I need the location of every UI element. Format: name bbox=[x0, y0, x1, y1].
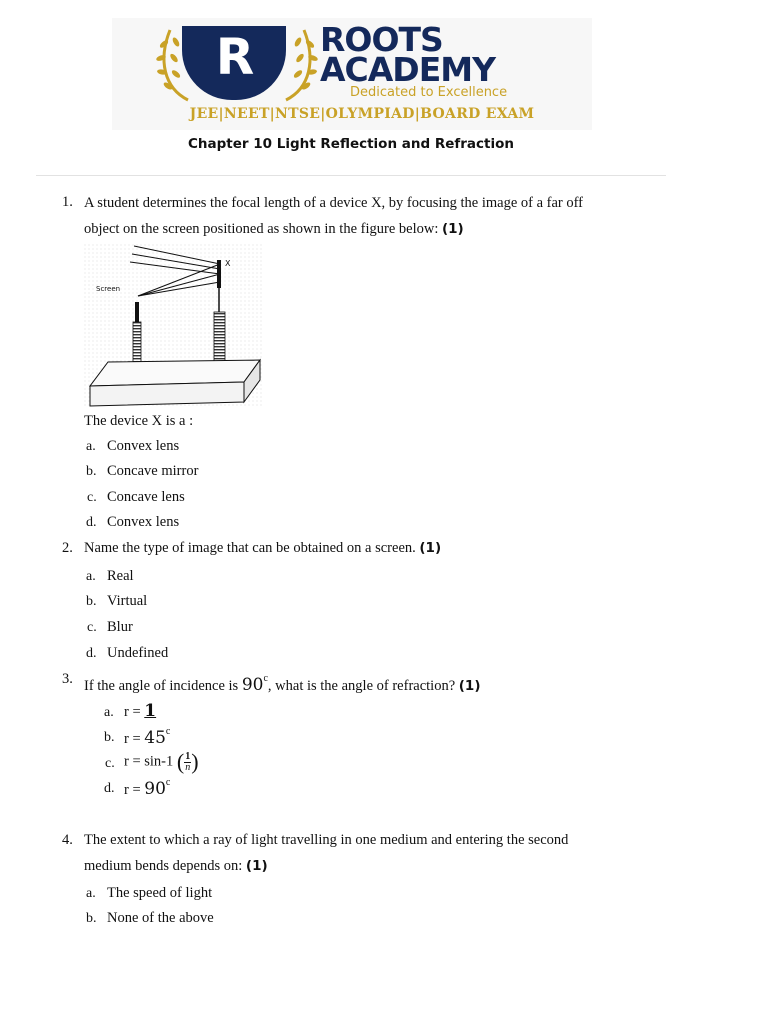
question-3-after: , what is the angle of refraction? bbox=[267, 678, 456, 694]
q2-option-d-text: Undefined bbox=[107, 645, 169, 661]
fraction-numerator: 1 bbox=[185, 750, 191, 762]
question-1-line1: A student determines the focal length of a device X, by focusing the image of a far off bbox=[84, 195, 584, 211]
fraction-denominator: n bbox=[185, 761, 191, 773]
q3-option-b-value: 45 bbox=[144, 728, 166, 748]
question-1-text bbox=[84, 190, 674, 242]
q1-option-c-letter: c. bbox=[87, 490, 97, 505]
q1-option-d-text: Convex lens bbox=[107, 514, 180, 530]
question-4-number: 4. bbox=[62, 832, 73, 848]
question-4-line1: The extent to which a ray of light travelling in one medium and entering the second bbox=[84, 832, 569, 848]
divider bbox=[36, 175, 666, 176]
q3-option-b-prefix: r = bbox=[124, 731, 141, 747]
q3-option-a-prefix: r = bbox=[124, 704, 141, 720]
question-4-marks: (1) bbox=[245, 858, 268, 874]
q3-option-d-prefix: r = bbox=[124, 782, 141, 798]
screen-label: Screen bbox=[96, 285, 121, 293]
q3-option-d-letter: d. bbox=[104, 781, 115, 796]
q2-option-b-letter: b. bbox=[86, 594, 97, 609]
q2-option-c-text: Blur bbox=[107, 619, 133, 635]
q2-option-d-letter: d. bbox=[86, 646, 97, 661]
brand-name-line2: ACADEMY bbox=[320, 50, 495, 89]
logo-letter: R bbox=[215, 28, 253, 86]
question-1-number: 1. bbox=[62, 194, 73, 210]
close-paren: ) bbox=[191, 749, 199, 774]
exam-list: JEE|NEET|NTSE|OLYMPIAD|BOARD EXAM bbox=[189, 106, 535, 122]
q2-option-a-text: Real bbox=[107, 568, 134, 584]
q4-option-b-letter: b. bbox=[86, 911, 97, 926]
question-2-number: 2. bbox=[62, 540, 73, 556]
question-4-line2: medium bends depends on: bbox=[84, 858, 243, 874]
q3-option-d-value: 90 bbox=[144, 779, 166, 799]
q2-option-b-text: Virtual bbox=[107, 593, 148, 609]
q3-option-c-prefix: r = sin-1 bbox=[124, 753, 174, 770]
q3-option-a-value: 1 bbox=[144, 701, 157, 721]
question-3-marks: (1) bbox=[458, 678, 481, 694]
laurel-right-icon bbox=[280, 24, 320, 104]
q3-option-b-text bbox=[124, 726, 170, 748]
question-3-number: 3. bbox=[62, 671, 73, 687]
q1-option-b-letter: b. bbox=[86, 464, 97, 479]
q4-option-a-letter: a. bbox=[86, 886, 96, 901]
q1-option-a-letter: a. bbox=[86, 439, 96, 454]
degree-symbol: c bbox=[165, 777, 171, 788]
question-2-body: Name the type of image that can be obtained on a screen. bbox=[84, 540, 416, 556]
q4-option-b-text: None of the above bbox=[107, 910, 214, 926]
question-2-marks: (1) bbox=[419, 540, 442, 556]
question-1-marks: (1) bbox=[441, 221, 464, 237]
open-paren: ( bbox=[176, 749, 185, 774]
q1-option-b-text: Concave mirror bbox=[107, 463, 199, 479]
q3-option-a-letter: a. bbox=[104, 705, 114, 720]
question-3-text bbox=[84, 666, 674, 699]
device-x-label: X bbox=[225, 259, 231, 268]
question-3-angle: 90 bbox=[241, 675, 264, 695]
focal-length-figure bbox=[84, 244, 262, 408]
q3-option-d-text bbox=[124, 777, 170, 799]
q3-option-b-letter: b. bbox=[104, 730, 115, 745]
question-3-before: If the angle of incidence is bbox=[84, 678, 239, 694]
degree-symbol: c bbox=[263, 673, 268, 684]
q2-option-a-letter: a. bbox=[86, 569, 96, 584]
question-1-prompt: The device X is a : bbox=[84, 413, 194, 429]
q2-option-c-letter: c. bbox=[87, 620, 97, 635]
brand-name-line1: ROOTS bbox=[320, 20, 443, 59]
question-1-line2: object on the screen positioned as shown in the figure below: bbox=[84, 221, 439, 237]
q1-option-c-text: Concave lens bbox=[107, 489, 185, 505]
question-4-text bbox=[84, 827, 674, 879]
q4-option-a-text: The speed of light bbox=[107, 885, 213, 901]
question-2-text bbox=[84, 535, 674, 561]
degree-symbol: c bbox=[165, 726, 171, 737]
q3-option-c-text bbox=[124, 749, 199, 775]
q3-option-a-text bbox=[124, 701, 156, 721]
q1-option-a-text: Convex lens bbox=[107, 438, 180, 454]
chapter-title: Chapter 10 Light Reflection and Refraction bbox=[187, 136, 515, 152]
q3-option-c-letter: c. bbox=[105, 756, 115, 771]
brand-tagline: Dedicated to Excellence bbox=[350, 85, 508, 100]
q1-option-d-letter: d. bbox=[86, 515, 97, 530]
